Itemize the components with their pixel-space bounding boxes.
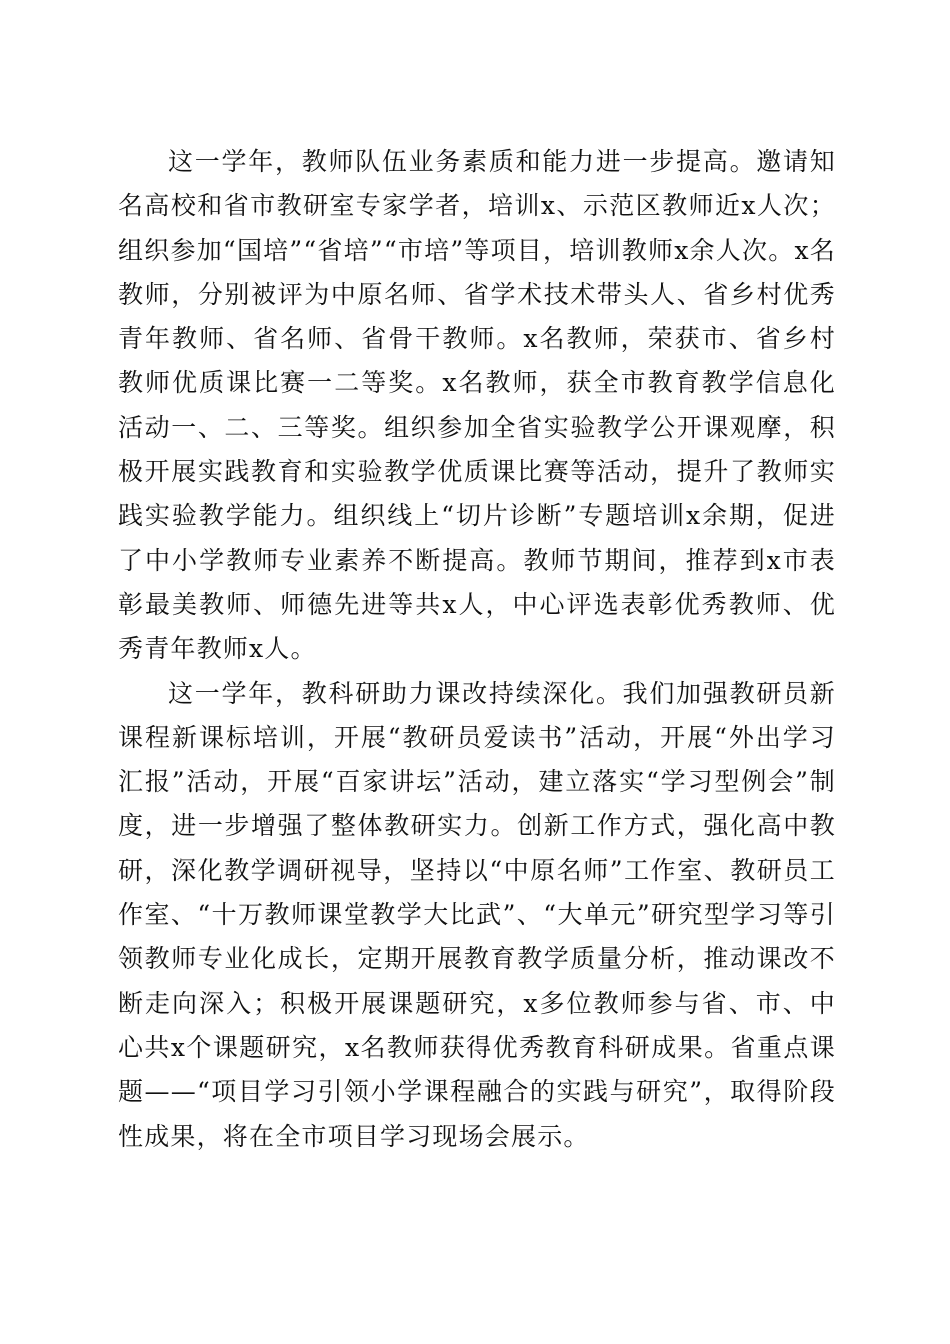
document-body bbox=[118, 140, 836, 1159]
paragraph-teacher-quality: 这一学年，教师队伍业务素质和能力进一步提高。邀请知名高校和省市教研室专家学者，培训x、示范区教师近x人次；组织参加“国培”“省培”“市培”等项目，培训教师x余人次。x名教师，分别被评为中原名师、省学术技术带头人、省乡村优秀青年教师、省名师、省骨干教师。x名教师，荣获市、省乡村教师优质课比赛一二等奖。x名教师，获全市教育教学信息化活动一、二、三等奖。组织参加全省实验教学公开课观摩，积极开展实践教育和实验教学优质课比赛等活动，提升了教师实践实验教学能力。组织线上“切片诊断”专题培训x余期，促进了中小学教师专业素养不断提高。教师节期间，推荐到x市表彰最美教师、师德先进等共x人，中心评选表彰优秀教师、优秀青年教师x人。 bbox=[118, 147, 836, 664]
paragraph-research-reform: 这一学年，教科研助力课改持续深化。我们加强教研员新课程新课标培训，开展“教研员爱读书”活动，开展“外出学习汇报”活动，开展“百家讲坛”活动，建立落实“学习型例会”制度，进一步增强了整体教研实力。创新工作方式，强化高中教研，深化教学调研视导，坚持以“中原名师”工作室、教研员工作室、“十万教师课堂教学大比武”、“大单元”研究型学习等引领教师专业化成长，定期开展教育教学质量分析，推动课改不断走向深入；积极开展课题研究，x多位教师参与省、市、中心共x个课题研究，x名教师获得优秀教育科研成果。省重点课题——“项目学习引领小学课程融合的实践与研究”，取得阶段性成果，将在全市项目学习现场会展示。 bbox=[118, 678, 836, 1151]
